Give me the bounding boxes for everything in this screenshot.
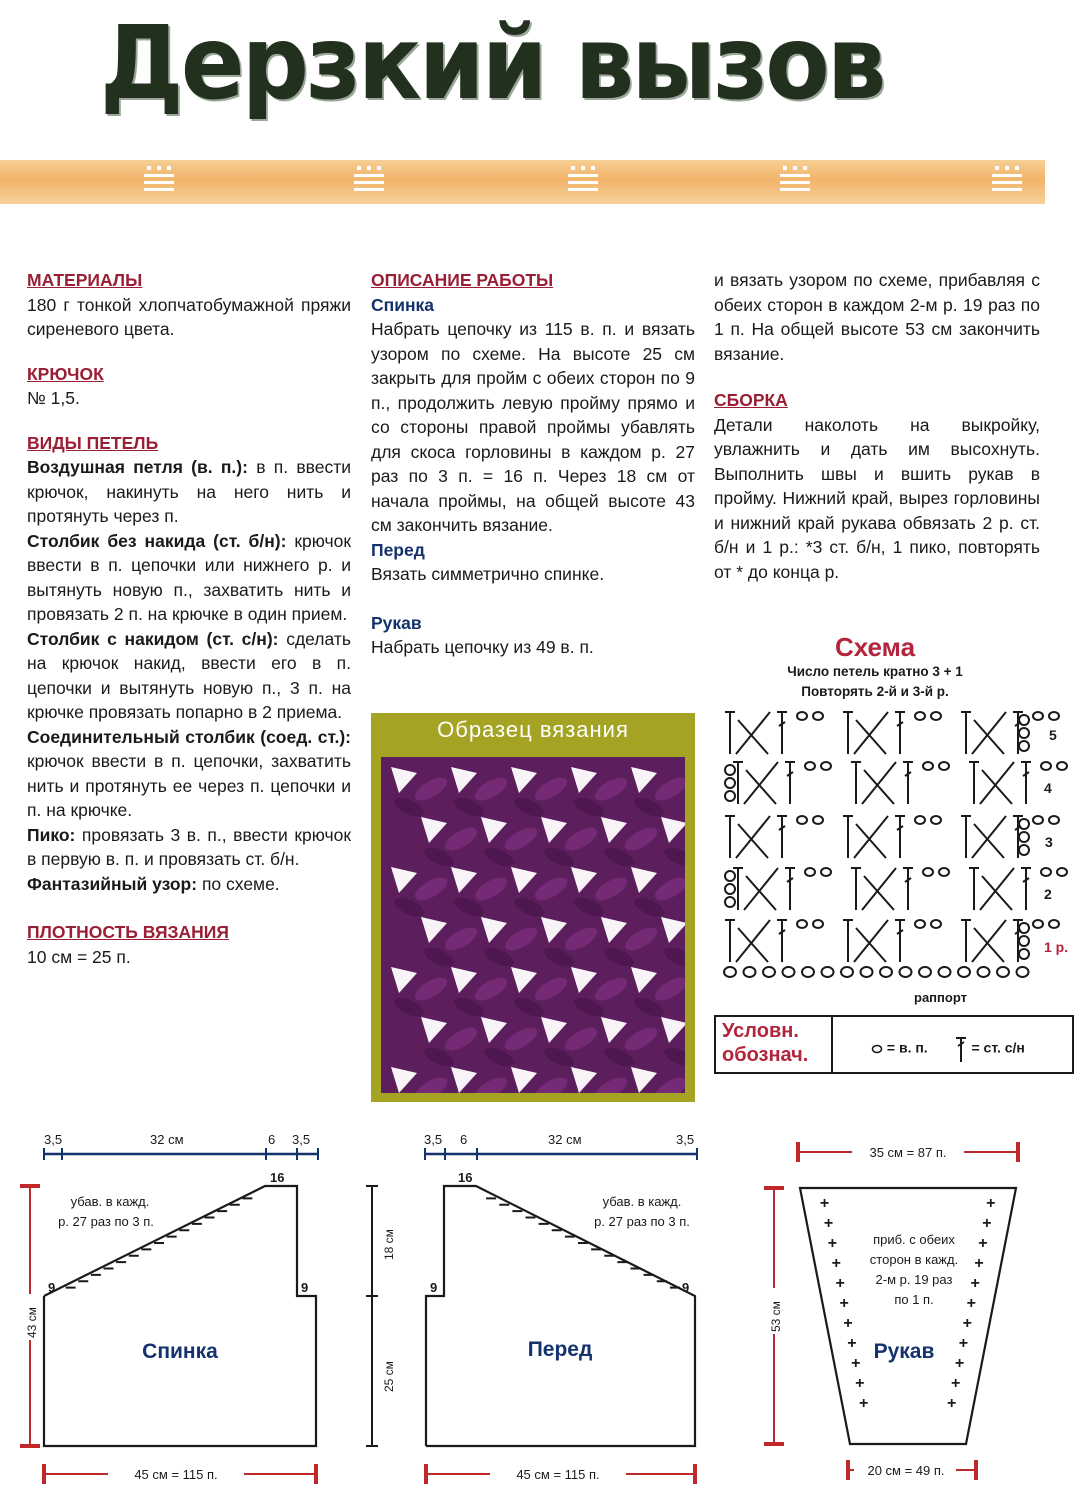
crossed-double-crochet	[974, 824, 1004, 858]
width-label: 45 см = 115 п.	[516, 1467, 600, 1482]
lace-hole	[481, 817, 507, 843]
chain-stitch	[1033, 816, 1043, 824]
lace-hole	[661, 917, 685, 943]
legend-dc-text: = ст. с/н	[971, 1039, 1025, 1056]
lace-hole	[541, 917, 567, 943]
chain-stitch	[931, 920, 941, 928]
sample-title: Образец вязания	[437, 717, 629, 742]
increase-mark: +	[950, 1375, 961, 1392]
yarn-loop	[621, 823, 660, 855]
increase-mark: +	[843, 1315, 853, 1332]
materials-text: 180 г тонкой хлопчатобумажной пряжи сиреневого цвета.	[27, 294, 351, 339]
crossed-double-crochet	[738, 928, 768, 962]
lace-hole	[421, 917, 447, 943]
increase-mark: +	[958, 1335, 969, 1352]
crossed-double-crochet	[746, 770, 776, 804]
yarn-loop	[471, 873, 510, 905]
increase-note: 2-м р. 19 раз	[875, 1272, 953, 1287]
yarn-loop	[471, 1073, 510, 1093]
chart-row-label: 4	[1044, 780, 1052, 796]
chain-stitch	[797, 712, 807, 720]
column-left	[27, 268, 351, 969]
chain-stitch	[724, 967, 736, 977]
dimension-label: 3,5	[292, 1132, 311, 1147]
front-subheading: Перед	[371, 539, 425, 560]
yarn-loop	[591, 973, 630, 1005]
crossed-double-crochet	[972, 816, 1006, 858]
chart-row-label: 2	[1044, 886, 1052, 902]
chain-stitch	[1019, 832, 1029, 842]
chain-stitch	[1019, 923, 1029, 933]
lace-hole	[481, 1017, 507, 1043]
chain-stitch	[880, 967, 892, 977]
yarn-loop	[531, 973, 570, 1005]
stitch-count-mark: 16	[458, 1170, 473, 1185]
chain-stitch	[841, 967, 853, 977]
chain-stitch	[813, 816, 823, 824]
decorative-band	[0, 160, 1045, 204]
lace-hole	[541, 1017, 567, 1043]
stitch-count-mark: 9	[430, 1280, 438, 1295]
yarn-loop	[651, 773, 685, 805]
height-label: 53 см	[769, 1301, 783, 1332]
increase-mark: +	[978, 1235, 988, 1252]
decrease-note: р. 27 раз по 3 п.	[594, 1214, 690, 1229]
chain-stitch	[900, 967, 912, 977]
chain-stitch	[1033, 712, 1043, 720]
chain-stitch	[805, 868, 815, 876]
crossed-double-crochet	[854, 712, 888, 754]
crossed-double-crochet	[982, 770, 1012, 804]
lace-texture	[381, 757, 685, 1093]
stitch-count-mark: 9	[301, 1280, 309, 1295]
increase-mark: +	[823, 1215, 834, 1232]
yarn-loop	[531, 873, 570, 905]
yarn-loop	[662, 1044, 685, 1070]
yarn-loop	[621, 1023, 660, 1055]
crossed-double-crochet	[980, 762, 1014, 804]
chain-stitch	[813, 712, 823, 720]
yarn-loop	[501, 923, 540, 955]
sleeve-label: Рукав	[873, 1340, 935, 1363]
decrease-note: убав. в кажд.	[70, 1194, 150, 1209]
sleeve-instructions-continued: и вязать узором по схеме, прибавляя с обеих сторон в каждом 2-м р. 19 раз по 1 п. На общей высоте 53 см закончить вязание.	[714, 270, 1040, 364]
lace-hole	[511, 1067, 537, 1093]
chain-stitch	[805, 762, 815, 770]
stitch-definition: Пико: провязать 3 в. п., ввести крючок в первую в. п. и провязать ст. б/н.	[27, 824, 351, 869]
stitch-pattern-icon	[566, 164, 600, 198]
chain-stitch	[939, 762, 949, 770]
increase-mark: +	[986, 1195, 996, 1212]
assembly-text: Детали наколоть на выкройку, увлажнить и дать им высохнуть. Выполнить швы и вшить рукав в пройму. Нижний край, вырез горловины и нижний край рукава обвязать 2 р. ст. б/н и 1 р.: *3 ст. б/н, 1 пико, повторять от * до конца р.	[714, 414, 1040, 582]
yarn-loop	[411, 773, 450, 805]
chain-stitch	[1041, 868, 1051, 876]
width-label: 20 см = 49 п.	[867, 1463, 945, 1478]
increase-mark: +	[831, 1255, 841, 1272]
chain-stitch	[725, 897, 735, 907]
crossed-double-crochet	[744, 762, 778, 804]
chart-row-label: 1 р.	[1044, 939, 1069, 955]
knitting-sample-photo	[381, 757, 685, 1093]
lace-hole	[511, 867, 537, 893]
hook-text: № 1,5.	[27, 388, 80, 408]
decrease-note: р. 27 раз по 3 п.	[58, 1214, 154, 1229]
crossed-double-crochet	[972, 712, 1006, 754]
back-schematic	[22, 1132, 318, 1484]
yarn-loop	[411, 1073, 450, 1093]
lace-hole	[601, 1017, 627, 1043]
dimension-label: 3,5	[44, 1132, 63, 1147]
repeat-label: раппорт	[914, 990, 967, 1005]
page-title: Дерзкий вызов	[100, 4, 884, 123]
crossed-double-crochet	[856, 720, 886, 754]
chain-stitch	[1019, 715, 1029, 725]
chain-stitch	[1057, 868, 1067, 876]
chain-stitch	[744, 967, 756, 977]
crossed-double-crochet	[736, 816, 770, 858]
crossed-double-crochet	[864, 876, 894, 910]
chain-stitch	[1017, 967, 1029, 977]
chain-stitch	[725, 871, 735, 881]
front-instructions: Вязать симметрично спинке.	[371, 564, 605, 584]
chain-stitch	[725, 791, 735, 801]
legend-divider	[831, 1017, 833, 1072]
crossed-double-crochet	[864, 770, 894, 804]
crossed-double-crochet	[746, 876, 776, 910]
increase-mark: +	[819, 1195, 830, 1212]
yarn-loop	[471, 973, 510, 1005]
height-label: 43 см	[25, 1307, 39, 1338]
crossed-double-crochet	[972, 920, 1006, 962]
crossed-double-crochet	[974, 928, 1004, 962]
increase-mark: +	[982, 1215, 992, 1232]
chain-stitch	[813, 920, 823, 928]
increase-mark: +	[962, 1315, 972, 1332]
gauge-heading: ПЛОТНОСТЬ ВЯЗАНИЯ	[27, 922, 229, 942]
chain-stitch	[1019, 936, 1029, 946]
yarn-loop	[662, 944, 685, 970]
chain-stitch	[923, 762, 933, 770]
yarn-loop	[531, 1073, 570, 1093]
yarn-loop	[621, 923, 660, 955]
yarn-loop	[501, 1023, 540, 1055]
chain-stitch	[1049, 816, 1059, 824]
lace-hole	[601, 917, 627, 943]
chain-stitch	[797, 920, 807, 928]
double-crochet-icon	[954, 1035, 968, 1063]
chain-stitch	[939, 967, 951, 977]
lace-hole	[391, 967, 417, 993]
lace-hole	[451, 867, 477, 893]
stitch-pattern-icon	[990, 164, 1024, 198]
increase-mark: +	[851, 1355, 861, 1372]
front-schematic	[366, 1132, 697, 1484]
lace-hole	[631, 967, 657, 993]
increase-mark: +	[974, 1255, 984, 1272]
schema-repeat: Повторять 2-й и 3-й р.	[801, 684, 949, 699]
yarn-loop	[561, 1023, 600, 1055]
width-label: 45 см = 115 п.	[134, 1467, 218, 1482]
yarn-loop	[591, 873, 630, 905]
yarn-loop	[531, 773, 570, 805]
description-heading: ОПИСАНИЕ РАБОТЫ	[371, 270, 554, 290]
lace-hole	[481, 917, 507, 943]
crossed-double-crochet	[982, 876, 1012, 910]
chain-stitch	[1019, 741, 1029, 751]
increase-mark: +	[858, 1395, 869, 1412]
yarn-loop	[411, 973, 450, 1005]
lace-hole	[571, 867, 597, 893]
lace-hole	[661, 1017, 685, 1043]
chain-stitch	[797, 816, 807, 824]
crossed-double-crochet	[980, 868, 1014, 910]
stitch-pattern-icon	[778, 164, 812, 198]
stitches-heading: ВИДЫ ПЕТЕЛЬ	[27, 432, 159, 453]
chain-stitch	[1019, 845, 1029, 855]
chain-stitch	[939, 868, 949, 876]
yarn-loop	[561, 923, 600, 955]
chain-stitch	[919, 967, 931, 977]
lace-hole	[421, 817, 447, 843]
increase-mark: +	[835, 1275, 845, 1292]
sample-frame	[371, 713, 695, 1102]
increase-mark: +	[954, 1355, 965, 1372]
increase-note: сторон в кажд.	[869, 1252, 959, 1267]
yarn-loop	[651, 973, 685, 1005]
back-label: Спинка	[142, 1340, 218, 1363]
hook-heading: КРЮЧОК	[27, 363, 104, 384]
chain-stitch	[821, 762, 831, 770]
yarn-loop	[441, 923, 480, 955]
stitch-definition: Фантазийный узор: по схеме.	[27, 873, 280, 894]
increase-mark: +	[947, 1395, 957, 1412]
lace-hole	[451, 967, 477, 993]
dimension-label: 3,5	[424, 1132, 443, 1147]
crossed-double-crochet	[854, 920, 888, 962]
lace-hole	[511, 967, 537, 993]
gauge-text: 10 см = 25 п.	[27, 946, 131, 967]
dimension-label: 32 см	[548, 1132, 582, 1147]
dimension-label: 6	[268, 1132, 276, 1147]
yarn-loop	[591, 773, 630, 805]
yarn-loop	[651, 873, 685, 905]
crossed-double-crochet	[862, 868, 896, 910]
chain-stitch	[1019, 949, 1029, 959]
schema-multiple: Число петель кратно 3 + 1	[787, 664, 963, 679]
chain-stitch	[763, 967, 775, 977]
lace-hole	[631, 767, 657, 793]
chain-stitch	[1041, 762, 1051, 770]
schema-title: Схема	[834, 632, 916, 662]
lace-hole	[631, 867, 657, 893]
chain-stitch	[978, 967, 990, 977]
stitch-definition: Воздушная петля (в. п.): в п. ввести крючок, накинуть на него нить и протянуть через п.	[27, 457, 351, 526]
stitch-pattern-icon	[142, 164, 176, 198]
increase-mark: +	[966, 1295, 976, 1312]
chain-stitch	[958, 967, 970, 977]
legend-chain-text: = в. п.	[886, 1039, 928, 1056]
lace-hole	[391, 767, 417, 793]
yarn-loop	[591, 1073, 630, 1093]
chart-row-label: 5	[1049, 727, 1057, 743]
stitch-pattern-icon	[352, 164, 386, 198]
lace-hole	[601, 817, 627, 843]
lace-hole	[451, 767, 477, 793]
crossed-double-crochet	[854, 816, 888, 858]
lace-hole	[511, 767, 537, 793]
dimension-label: 3,5	[676, 1132, 695, 1147]
yarn-loop	[651, 1073, 685, 1093]
crossed-double-crochet	[736, 920, 770, 962]
yarn-loop	[441, 823, 480, 855]
crossed-double-crochet	[738, 720, 768, 754]
stitch-definition: Столбик с накидом (ст. с/н): сделать на крючок накид, ввести его в п. цепочки и вытянуть новую п., 3 п. на крючке провязать попарно в 2 приема.	[27, 628, 352, 722]
sleeve-subheading: Рукав	[371, 612, 422, 633]
yarn-loop	[561, 823, 600, 855]
chain-stitch	[725, 778, 735, 788]
crossed-double-crochet	[856, 928, 886, 962]
stitch-count-mark: 9	[682, 1280, 690, 1295]
lace-hole	[661, 817, 685, 843]
yarn-loop	[501, 823, 540, 855]
dimension-label: 32 см	[150, 1132, 184, 1147]
chain-stitch	[1057, 762, 1067, 770]
dimension-label: 6	[460, 1132, 468, 1147]
back-instructions: Набрать цепочку из 115 в. п. и вязать узором по схеме. На высоте 25 см закрыть для пройм с обеих сторон по 9 п., продолжить левую пройму прямо и со стороны правой проймы убавлять для скоса горловины в каждом р. 27 раз по 3 п. = 16 п. Через 18 см от начала проймы, на общей высоте 43 см закончить вязание.	[371, 319, 695, 535]
chain-stitch	[1049, 712, 1059, 720]
yarn-loop	[662, 844, 685, 870]
lace-hole	[571, 967, 597, 993]
increase-note: по 1 п.	[894, 1292, 934, 1307]
lace-hole	[631, 1067, 657, 1093]
increase-note: приб. с обеих	[873, 1232, 955, 1247]
chain-stitch	[1033, 920, 1043, 928]
increase-mark: +	[847, 1335, 857, 1352]
increase-mark: +	[827, 1235, 838, 1252]
chain-stitch	[915, 920, 925, 928]
stitch-definition: Столбик без накида (ст. б/н): крючок ввести в п. цепочки или нижнего р. и вытянуть новую п., захватить нить и провязать 2 п. на крючке в один прием.	[27, 530, 351, 624]
crossed-double-crochet	[736, 712, 770, 754]
yarn-loop	[411, 873, 450, 905]
column-middle	[371, 268, 695, 660]
increase-mark: +	[855, 1375, 865, 1392]
lace-hole	[541, 817, 567, 843]
increase-mark: +	[970, 1275, 980, 1292]
height-label: 18 см	[382, 1229, 396, 1260]
chain-stitch	[915, 816, 925, 824]
crossed-double-crochet	[856, 824, 886, 858]
sleeve-instructions-start: Набрать цепочку из 49 в. п.	[371, 637, 594, 657]
lace-hole	[391, 867, 417, 893]
chain-stitch	[1019, 819, 1029, 829]
chain-stitch	[725, 765, 735, 775]
chain-stitch	[923, 868, 933, 876]
lace-hole	[421, 1017, 447, 1043]
lace-hole	[571, 767, 597, 793]
stitch-count-mark: 16	[270, 1170, 285, 1185]
lace-hole	[451, 1067, 477, 1093]
stitch-count-mark: 9	[48, 1280, 56, 1295]
crossed-double-crochet	[738, 824, 768, 858]
chain-stitch	[861, 967, 873, 977]
legend-box	[714, 1015, 1074, 1074]
assembly-heading: СБОРКА	[714, 390, 788, 410]
crossed-double-crochet	[974, 720, 1004, 754]
lace-hole	[391, 1067, 417, 1093]
chain-stitch	[821, 868, 831, 876]
stitch-definition: Соединительный столбик (соед. ст.): крючок ввести в п. цепочки, захватить нить и протянуть ее через п. цепочки и п. на крючке.	[27, 726, 351, 820]
chain-stitch	[783, 967, 795, 977]
sleeve-schematic	[766, 1142, 1018, 1480]
chain-stitch	[915, 712, 925, 720]
legend-label: Условн. обознач.	[722, 1020, 809, 1066]
chain-stitch	[931, 712, 941, 720]
front-label: Перед	[527, 1338, 593, 1361]
chain-stitch	[1049, 920, 1059, 928]
crossed-double-crochet	[744, 868, 778, 910]
chain-stitch	[802, 967, 814, 977]
back-subheading: Спинка	[371, 294, 435, 315]
yarn-loop	[441, 1023, 480, 1055]
chart-row-label: 3	[1045, 834, 1053, 850]
garment-schematics	[0, 1120, 1080, 1500]
materials-heading: МАТЕРИАЛЫ	[27, 270, 143, 290]
increase-mark: +	[839, 1295, 849, 1312]
chain-stitch	[1019, 728, 1029, 738]
height-label: 25 см	[382, 1361, 396, 1392]
chain-stitch	[997, 967, 1009, 977]
chain-stitch	[822, 967, 834, 977]
yarn-loop	[471, 773, 510, 805]
chain-stitch	[931, 816, 941, 824]
legend-items	[871, 1035, 1025, 1063]
width-label: 35 см = 87 п.	[869, 1145, 947, 1160]
crossed-double-crochet	[862, 762, 896, 804]
crochet-chart	[714, 700, 1080, 1012]
decrease-note: убав. в кажд.	[602, 1194, 682, 1209]
chain-stitch-icon	[871, 1043, 883, 1055]
lace-hole	[571, 1067, 597, 1093]
chain-stitch	[725, 884, 735, 894]
column-right	[714, 268, 1040, 584]
